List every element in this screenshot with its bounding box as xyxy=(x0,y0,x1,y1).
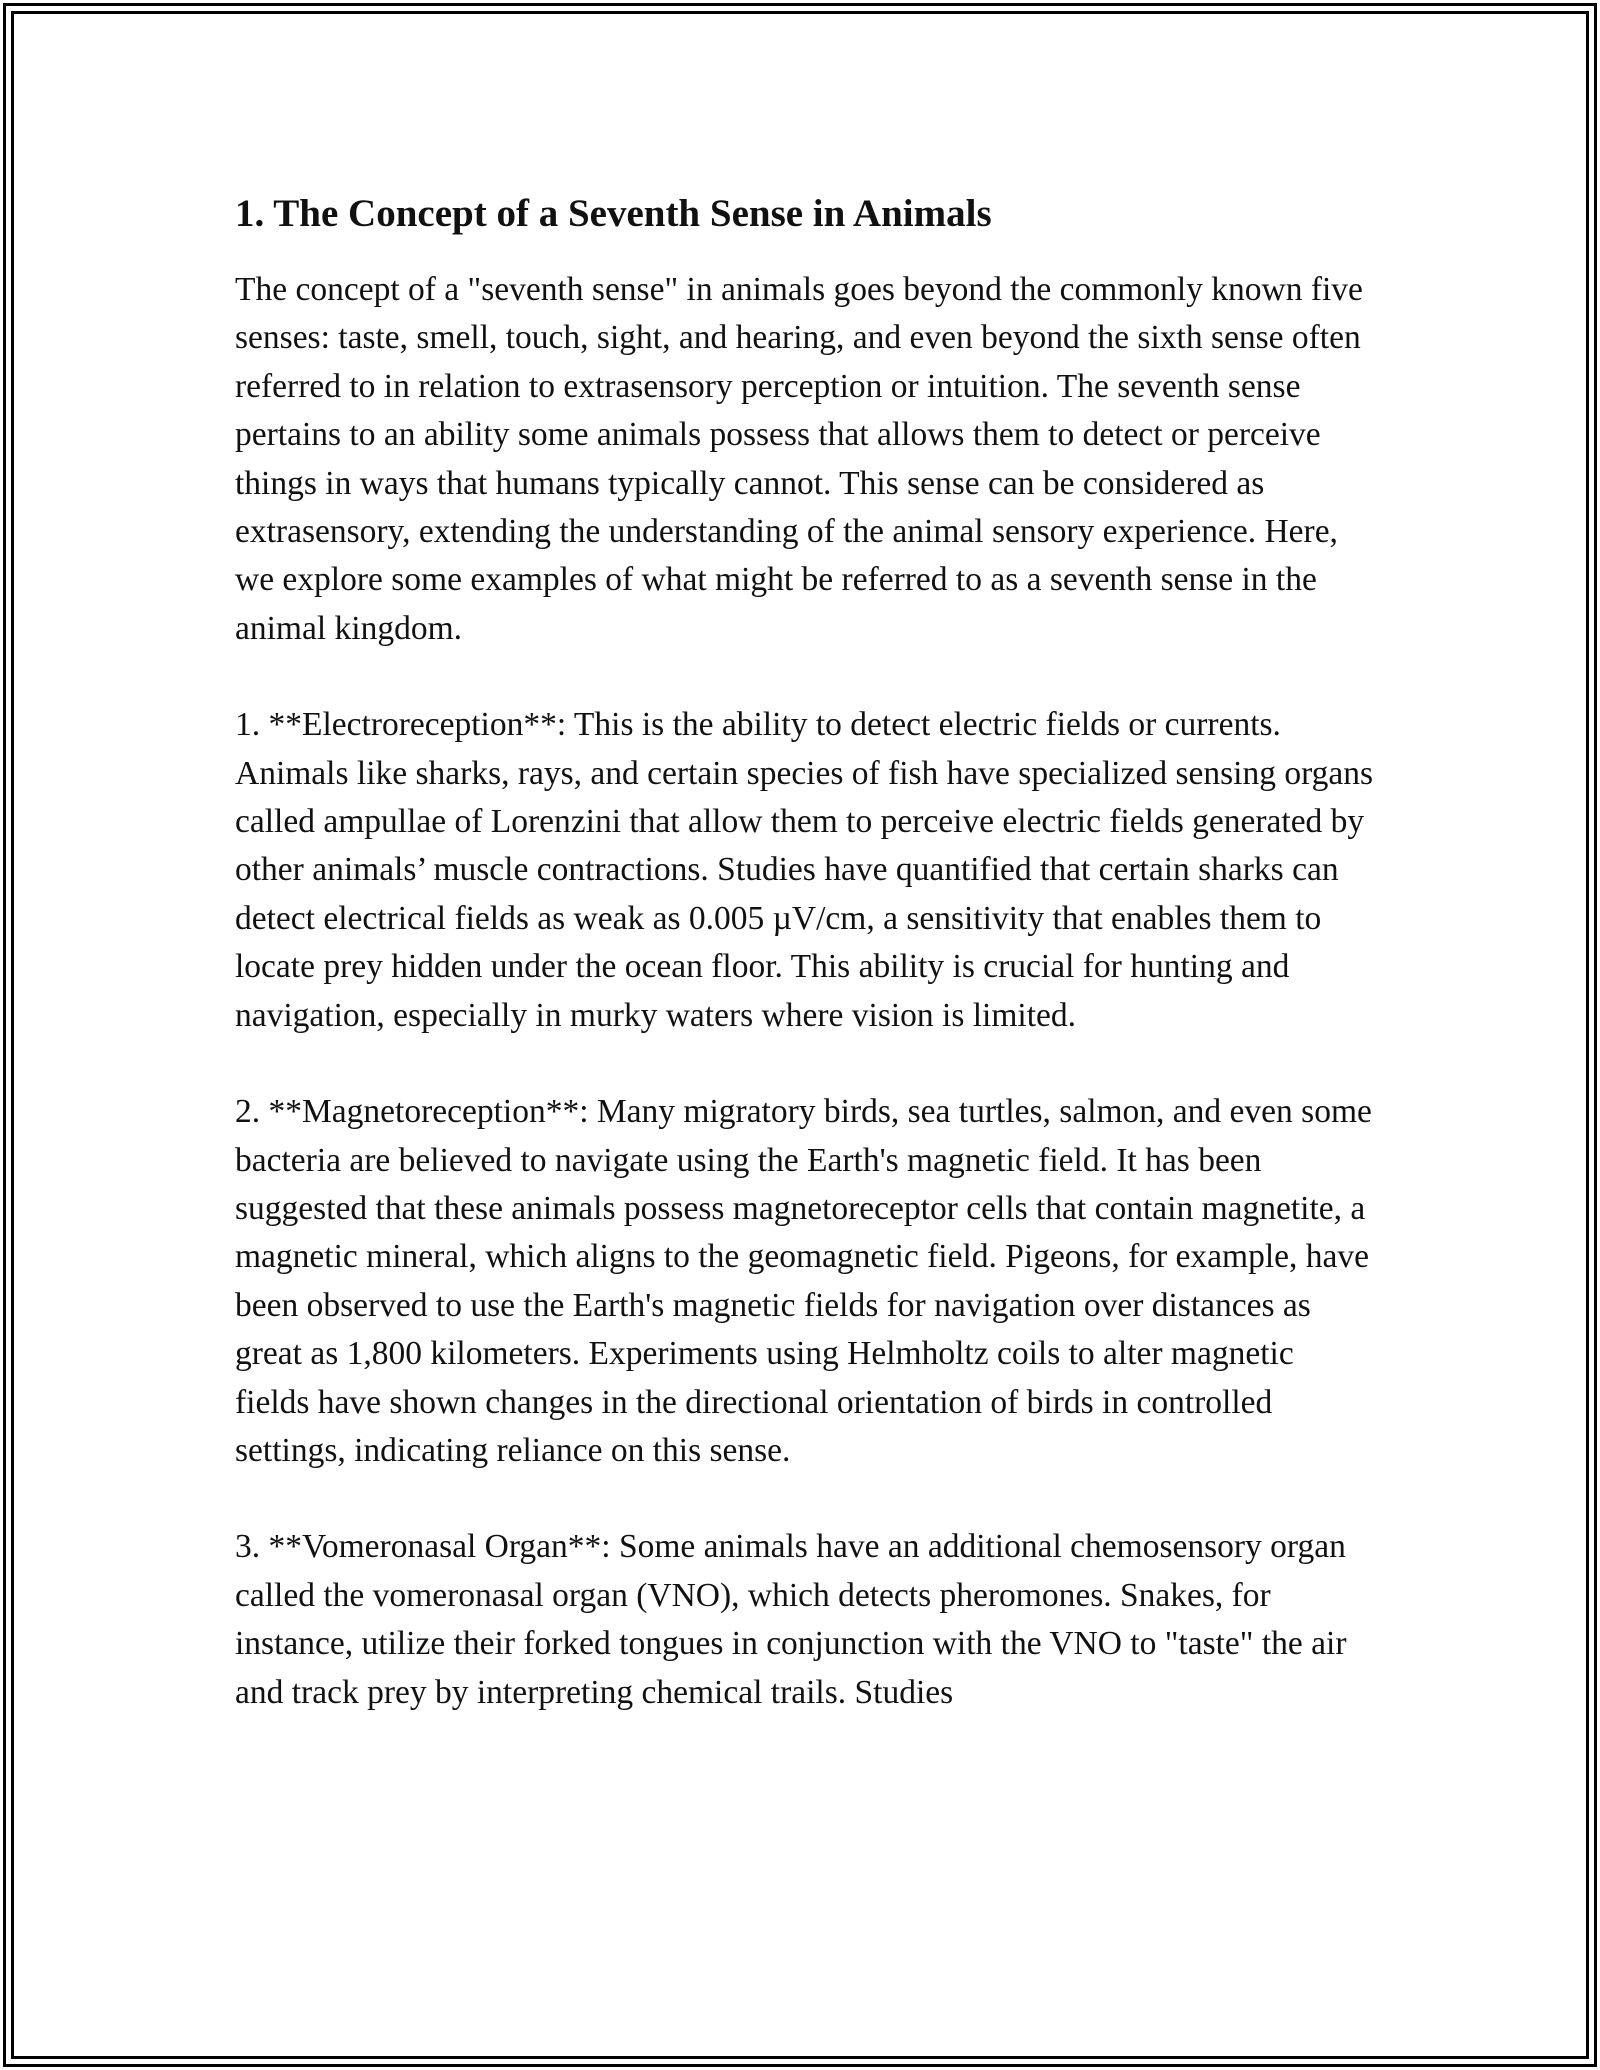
section-heading: 1. The Concept of a Seventh Sense in Animals xyxy=(235,192,992,235)
intro-paragraph: The concept of a "seventh sense" in animals goes beyond the commonly known five senses: taste, smell, touch, sight, and hearing, and even beyond the sixth sense often referred to in relation to extrasensory perception or intuition. The seventh sense pertains to an ability some animals possess that allows them to detect or perceive things in ways that humans typically cannot. This sense can be considered as extrasensory, extending the understanding of the animal sensory experience. Here, we explore some examples of what might be referred to as a seventh sense in the animal kingdom. xyxy=(235,271,1363,647)
magnetoreception-paragraph: 2. **Magnetoreception**: Many migratory birds, sea turtles, salmon, and even some bacteria are believed to navigate using the Earth's magnetic field. It has been suggested that these animals possess magnetoreceptor cells that contain magnetite, a magnetic mineral, which aligns to the geomagnetic field. Pigeons, for example, have been observed to use the Earth's magnetic fields for navigation over distances as great as 1,800 kilometers. Experiments using Helmholtz coils to alter magnetic fields have shown changes in the directional orientation of birds in controlled settings, indicating reliance on this sense. xyxy=(235,1093,1372,1469)
electroreception-paragraph: 1. **Electroreception**: This is the ability to detect electric fields or currents. Animals like sharks, rays, and certain species of fish have specialized sensing organs called ampullae of Lorenzini that allow them to perceive electric fields generated by other animals’ muscle contractions. Studies have quantified that certain sharks can detect electrical fields as weak as 0.005 µV/cm, a sensitivity that enables them to locate prey hidden under the ocean floor. This ability is crucial for hunting and navigation, especially in murky waters where vision is limited. xyxy=(235,706,1374,1034)
vomeronasal-organ-paragraph: 3. **Vomeronasal Organ**: Some animals have an additional chemosensory organ called the vomeronasal organ (VNO), which detects pheromones. Snakes, for instance, utilize their forked tongues in conjunction with the VNO to "taste" the air and track prey by interpreting chemical trails. Studies xyxy=(235,1528,1347,1711)
document-body xyxy=(235,184,1375,1717)
